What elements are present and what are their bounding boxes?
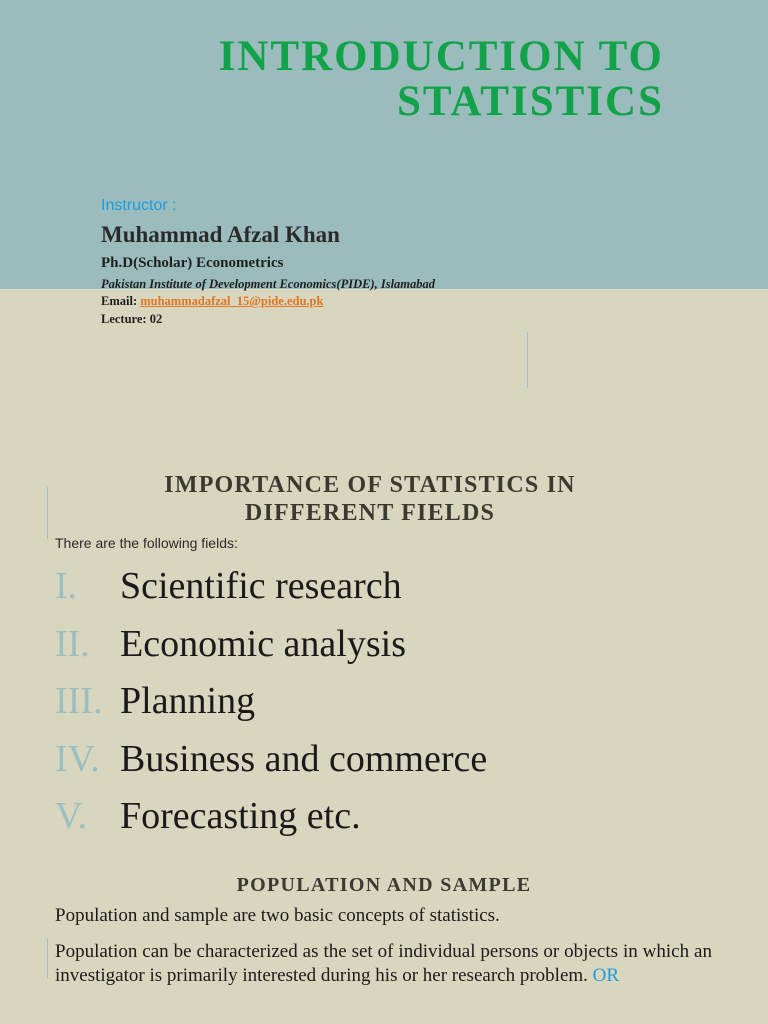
population-heading: POPULATION AND SAMPLE: [236, 874, 532, 896]
or-connector: OR: [592, 965, 620, 986]
roman-numeral: IV.: [55, 737, 100, 780]
importance-heading-line1: IMPORTANCE OF STATISTICS IN: [164, 472, 576, 498]
field-label: Forecasting etc.: [120, 795, 361, 837]
field-label: Planning: [120, 680, 256, 722]
field-label: Scientific research: [120, 565, 402, 607]
roman-numeral: III.: [55, 680, 103, 722]
population-definition-paragraph: [55, 940, 712, 988]
field-label: Economic analysis: [120, 622, 406, 665]
roman-numeral: V.: [55, 795, 88, 837]
roman-numeral: II.: [55, 622, 90, 665]
instructor-label: Instructor :: [101, 197, 177, 214]
slide-title-line2: STATISTICS: [397, 78, 664, 125]
instructor-name: Muhammad Afzal Khan: [101, 222, 340, 247]
lecture-number: Lecture: 02: [101, 312, 163, 326]
importance-heading-line2: DIFFERENT FIELDS: [244, 500, 496, 526]
slide-title: [104, 34, 664, 124]
instructor-institute: Pakistan Institute of Development Economics(PIDE), Islamabad: [101, 277, 436, 291]
roman-numeral: I.: [55, 565, 78, 607]
population-intro-paragraph: Population and sample are two basic concepts of statistics.: [55, 905, 500, 926]
importance-heading: [110, 471, 630, 527]
email-link[interactable]: muhammadafzal_15@pide.edu.pk: [140, 294, 324, 308]
divider-line: [47, 487, 48, 539]
population-definition-text: Population can be characterized as the set of individual persons or objects in which an investigator is primarily interested during his or her research problem.: [55, 941, 712, 986]
instructor-degree: Ph.D(Scholar) Econometrics: [101, 255, 284, 271]
fields-intro: There are the following fields:: [55, 535, 238, 551]
divider-line: [527, 332, 528, 388]
email-label: Email:: [101, 294, 141, 308]
field-label: Business and commerce: [120, 737, 488, 780]
divider-line: [47, 938, 48, 978]
slide-title-line1: INTRODUCTION TO: [218, 33, 664, 80]
instructor-email: [101, 294, 323, 309]
